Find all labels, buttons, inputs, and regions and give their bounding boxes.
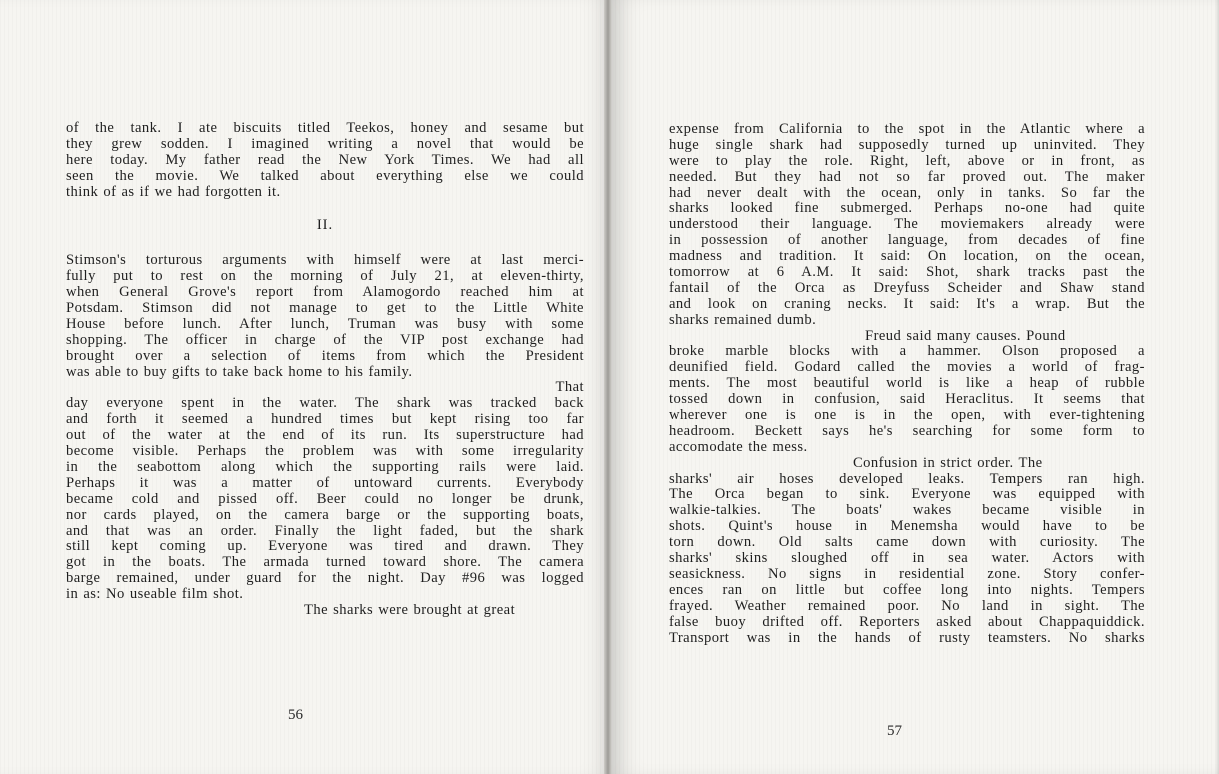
text-line: day everyone spent in the water. The shark was tracked back — [66, 395, 584, 412]
text-line: shots. Quint's house in Menemsha would have to be — [669, 518, 1145, 535]
text-line: walkie-talkies. The boats' wakes became visible in — [669, 502, 1145, 519]
text-line: torn down. Old salts came down with curiosity. The — [669, 534, 1145, 551]
text-line: seasickness. No signs in residential zone. Story confer- — [669, 565, 1145, 582]
text-line: fantail of the Orca as Dreyfuss Scheider and Shaw stand — [669, 279, 1145, 296]
text-line: tossed down in confusion, said Heraclitus. It seems that — [669, 391, 1145, 408]
text-line: false buoy drifted off. Reporters asked about Chappaquiddick. — [669, 613, 1145, 630]
stimson-paragraph — [66, 253, 584, 396]
text-line: brought over a selection of items from which the President — [66, 347, 584, 364]
text-line: still kept coming up. Everyone was tired and drawn. They — [66, 538, 584, 555]
text-line: became cold and pissed off. Beer could no longer be drunk, — [66, 490, 584, 507]
text-line: had never dealt with the ocean, only in tanks. So far the — [669, 184, 1145, 201]
text-line: frayed. Weather remained poor. No land in sight. The — [669, 597, 1145, 614]
text-line: broke marble blocks with a hammer. Olson proposed a — [669, 343, 1145, 360]
text-line: become visible. Perhaps the problem was with some irregularity — [66, 443, 584, 460]
causes-paragraph — [669, 344, 1145, 471]
text-line: fully put to rest on the morning of July 21, at eleven-thirty, — [66, 268, 584, 285]
text-line: and forth it seemed a hundred times but kept rising too far — [66, 411, 584, 428]
text-line: was able to buy gifts to take back home to his family. — [66, 363, 413, 380]
text-line: understood their language. The moviemakers already were — [669, 216, 1145, 233]
text-line: out of the water at the end of its run. Its superstructure had — [66, 427, 584, 444]
text-line: seen the movie. We talked about everything else we could — [66, 167, 584, 184]
text-line: sharks looked fine submerged. Perhaps no-one had quite — [669, 200, 1145, 217]
text-line: The Orca began to sink. Everyone was equipped with — [669, 486, 1145, 503]
text-line: The sharks were brought at great — [304, 601, 516, 618]
text-line: headroom. Beckett says he's searching for some form to — [669, 422, 1145, 439]
text-line: in as: No useable film shot. — [66, 586, 244, 603]
text-line: sharks' skins sloughed off in sea water. Actors with — [669, 550, 1145, 567]
text-line: and that was an order. Finally the light faded, but the shark — [66, 522, 584, 539]
text-line: Perhaps it was a matter of untoward currents. Everybody — [66, 474, 584, 491]
text-line: Stimson's torturous arguments with himself were at last merci- — [66, 252, 584, 269]
text-line: accomodate the mess. — [669, 438, 808, 455]
text-line: deunified field. Godard called the movies a world of frag- — [669, 359, 1145, 376]
text-line: in possession of another language, from decades of fine — [669, 232, 1145, 249]
text-line: ences ran on little but coffee long into nights. Tempers — [669, 581, 1145, 598]
text-line-freud: Freud said many causes. Pound — [865, 327, 1066, 344]
text-line-that: That — [555, 379, 584, 396]
text-line: needed. But they had not so far proved out. The maker — [669, 168, 1145, 185]
text-line: were to play the role. Right, left, above or in front, as — [669, 152, 1145, 169]
text-line: shopping. The officer in charge of the VIP post exchange had — [66, 331, 584, 348]
text-line: madness and tradition. It said: On location, on the ocean, — [669, 248, 1145, 265]
confusion-paragraph — [669, 472, 1145, 647]
text-line: sharks' air hoses developed leaks. Tempers ran high. — [669, 470, 1145, 487]
left-page-text — [66, 121, 584, 619]
section-heading: II. — [316, 217, 334, 234]
text-line: House before lunch. After lunch, Truman was busy with some — [66, 315, 584, 332]
page-number-left: 56 — [288, 707, 303, 723]
text-line: tomorrow at 6 A.M. It said: Shot, shark tracks past the — [669, 264, 1145, 281]
text-line: sharks remained dumb. — [669, 311, 817, 328]
expense-paragraph — [669, 122, 1145, 344]
text-line: they grew sodden. I imagined writing a novel that would be — [66, 135, 584, 152]
opening-paragraph — [66, 121, 584, 200]
text-line: ments. The most beautiful world is like a heap of rubble — [669, 375, 1145, 392]
text-line: in the seabottom along which the supporting rails were laid. — [66, 458, 584, 475]
shark-day-paragraph — [66, 396, 584, 618]
text-line: Transport was in the hands of rusty teamsters. No sharks — [669, 629, 1145, 646]
text-line: here today. My father read the New York Times. We had all — [66, 151, 584, 168]
page-number-right: 57 — [887, 723, 902, 739]
text-line: wherever one is one is in the open, with ever-tightening — [669, 407, 1145, 424]
text-line-confusion: Confusion in strict order. The — [853, 454, 1043, 471]
text-line: Potsdam. Stimson did not manage to get to the Little White — [66, 300, 584, 317]
text-line: expense from California to the spot in the Atlantic where a — [669, 121, 1145, 137]
text-line: huge single shark had supposedly turned up uninvited. They — [669, 136, 1145, 153]
text-line: think of as if we had forgotten it. — [66, 183, 281, 200]
text-line: of the tank. I ate biscuits titled Teekos, honey and sesame but — [66, 120, 584, 136]
text-line: barge remained, under guard for the night. Day #96 was logged — [66, 570, 584, 587]
text-line: and look on craning necks. It said: It's a wrap. But the — [669, 295, 1145, 312]
text-line: got in the boats. The armada turned toward shore. The camera — [66, 554, 584, 571]
right-page-text — [669, 122, 1145, 646]
text-line: nor cards played, on the camera barge or the supporting boats, — [66, 506, 584, 523]
text-line: when General Grove's report from Alamogordo reached him at — [66, 284, 584, 301]
